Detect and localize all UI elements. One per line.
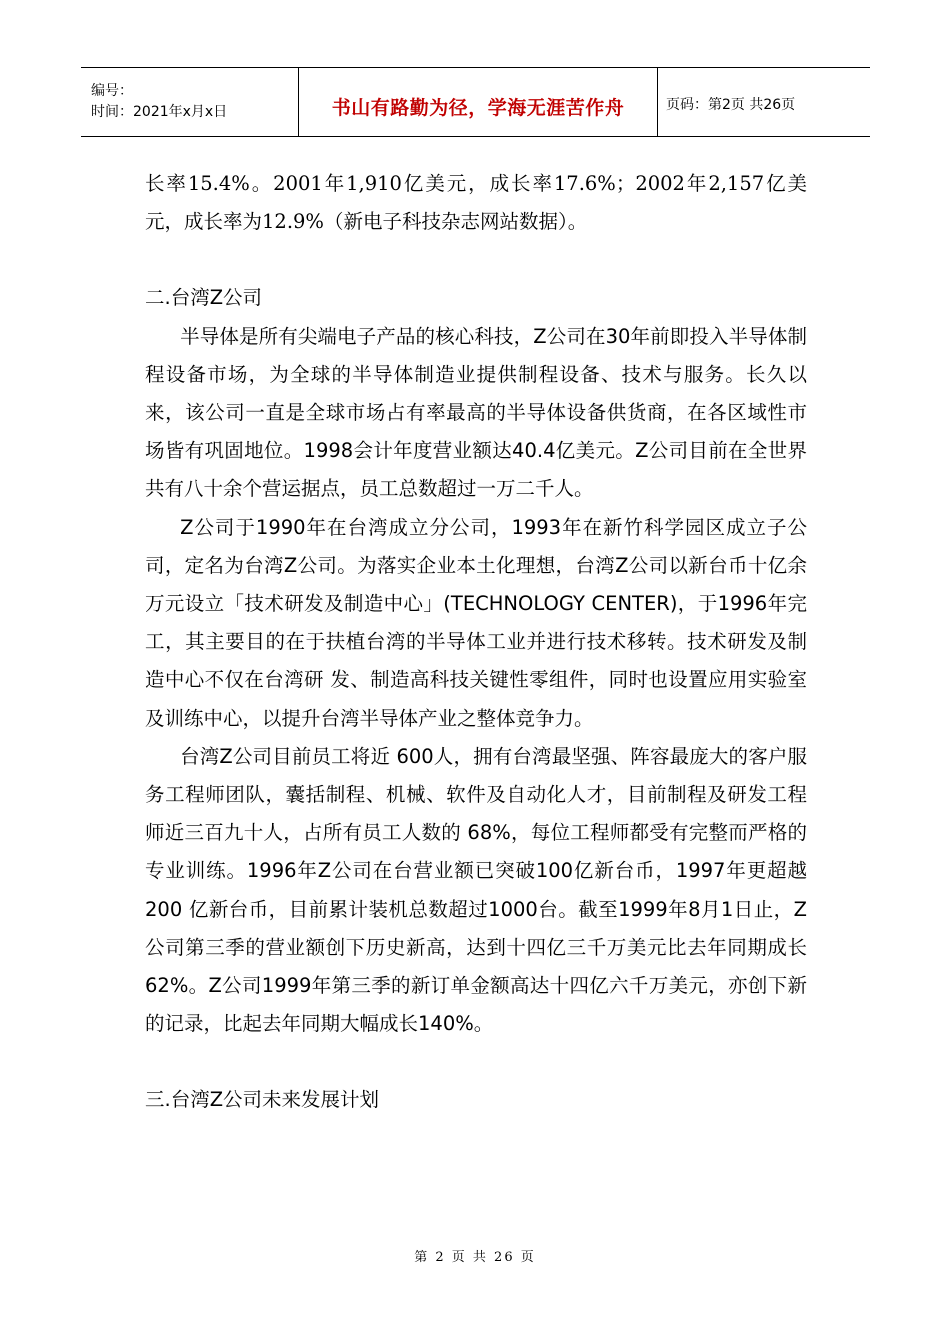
section-heading-2: 二.台湾Z公司 — [145, 286, 263, 310]
paragraph-growth-rates: 长率15.4%。2001年1,910亿美元，成长率17.6%；2002年2,157亿美元，成长率为12.9%（新电子科技杂志网站数据）。 — [145, 172, 807, 234]
document-body — [145, 165, 807, 1120]
header-motto: 书山有路勤为径，学海无涯苦作舟 — [331, 96, 625, 119]
header-motto-cell — [299, 68, 658, 136]
paragraph-company-intro: 半导体是所有尖端电子产品的核心科技，Z公司在30年前即投入半导体制程设备市场，为全球的半导体制造业提供制程设备、技术与服务。长久以来，该公司一直是全球市场占有率最高的半导体设备供货商，在各区域性市场皆有巩固地位。1998会计年度营业额达40.4亿美元。Z公司目前在全世界共有八十余个营运据点，员工总数超过一万二千人。 — [145, 324, 807, 501]
page-footer: 第 2 页 共 26 页 — [414, 1250, 536, 1265]
section-heading-3: 三.台湾Z公司未来发展计划 — [145, 1088, 380, 1112]
paragraph-staff-revenue: 台湾Z公司目前员工将近 600人，拥有台湾最坚强、阵容最庞大的客户服务工程师团队，囊括制程、机械、软件及自动化人才，目前制程及研发工程师近三百九十人，占所有员工人数的 68%，每位工程师都受有完整而严格的专业训练。1996年Z公司在台营业额已突破100亿新台币，1997年更超越200 亿新台币，目前累计装机总数超过1000台。截至1999年8月1日止，Z公司第三季的营业额创下历史新高，达到十四亿三千万美元比去年同期成长62%。Z公司1999年第三季的新订单金额高达十四亿六千万美元，亦创下新的记录，比起去年同期大幅成长140%。 — [145, 744, 807, 1036]
document-date: 时间：2021年x月x日 — [91, 104, 228, 120]
paragraph-taiwan-branch: Z公司于1990年在台湾成立分公司，1993年在新竹科学园区成立子公司，定名为台湾Z公司。为落实企业本土化理想，台湾Z公司以新台币十亿余万元设立「技术研发及制造中心」(TECHNOLOGY CENTER)，于1996年完工，其主要目的在于扶植台湾的半导体工业并进行技术移转。技术研发及制造中心不仅在台湾研 发、制造高科技关键性零组件，同时也设置应用实验室及训练中心，以提升台湾半导体产业之整体竞争力。 — [145, 515, 807, 730]
header-page-info: 页码：第2页 共26页 — [666, 97, 796, 113]
header-meta — [81, 68, 299, 136]
document-number-label: 编号： — [91, 83, 133, 99]
page-header — [81, 67, 870, 137]
